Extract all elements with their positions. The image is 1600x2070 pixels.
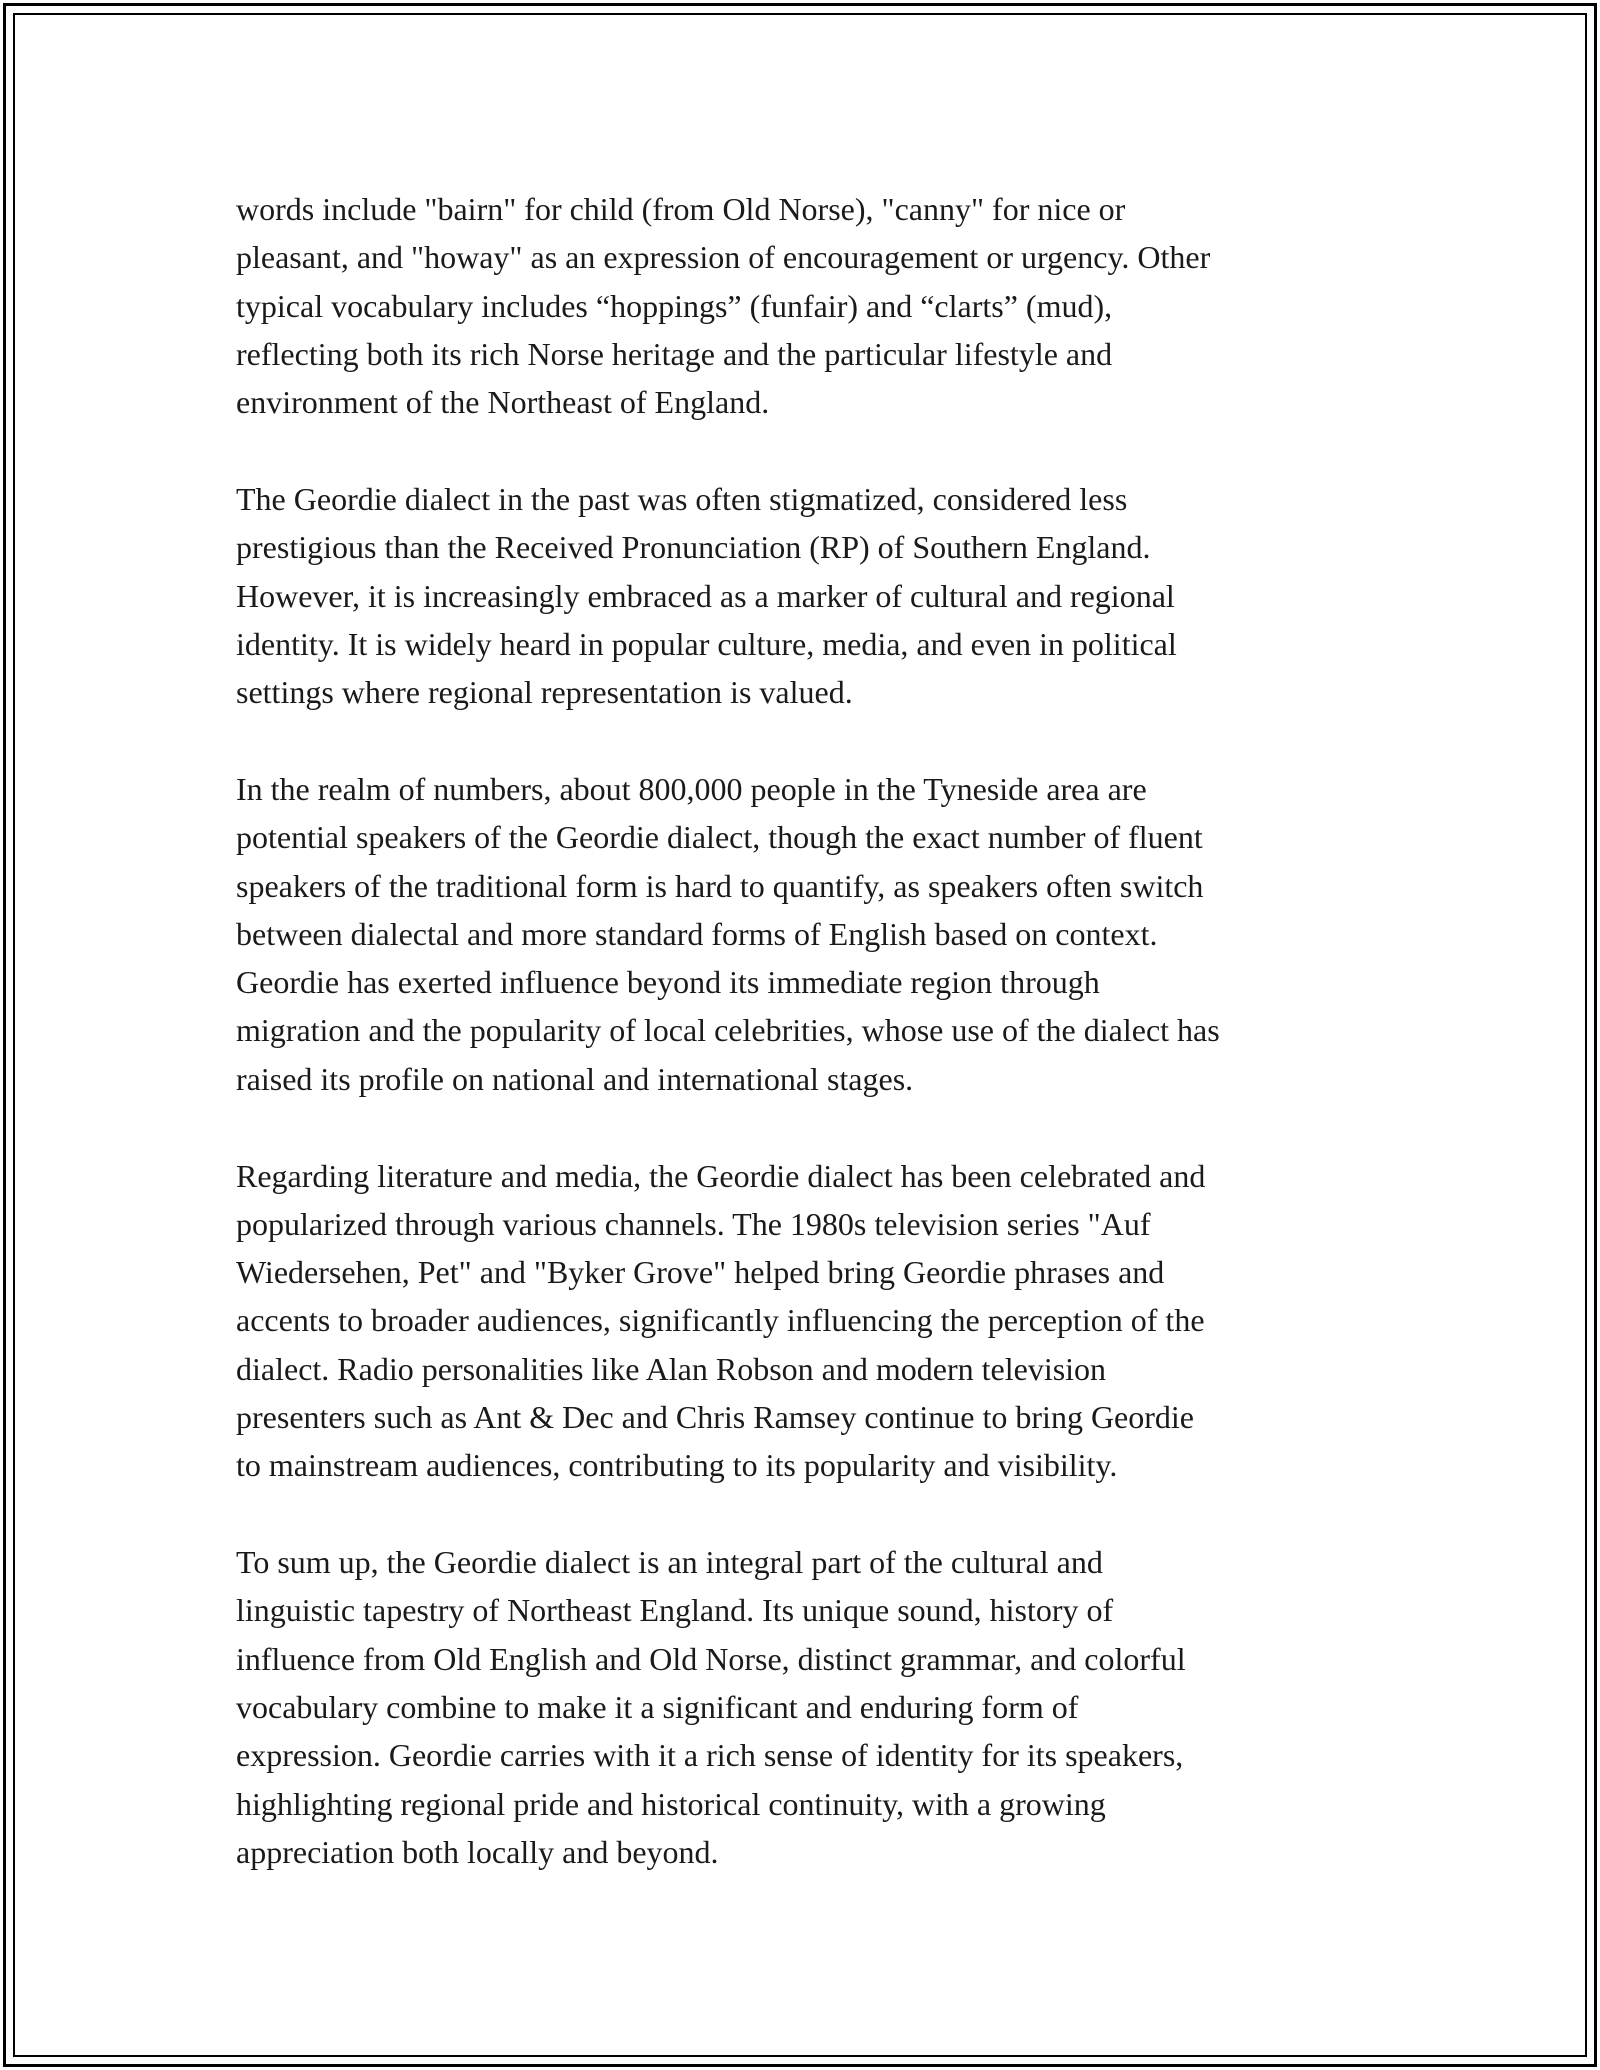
paragraph-media — [236, 1152, 1376, 1490]
text-line: accents to broader audiences, significantly influencing the perception of the — [236, 1302, 1205, 1339]
text-line: between dialectal and more standard forms of English based on context. — [236, 915, 1158, 952]
text-line: pleasant, and "howay" as an expression of encouragement or urgency. Other — [236, 239, 1211, 276]
text-line: In the realm of numbers, about 800,000 people in the Tyneside area are — [236, 770, 1147, 807]
text-line: To sum up, the Geordie dialect is an integral part of the cultural and — [236, 1544, 1103, 1581]
text-line: identity. It is widely heard in popular culture, media, and even in political — [236, 625, 1177, 662]
text-line: settings where regional representation is valued. — [236, 674, 853, 711]
text-line: Regarding literature and media, the Geordie dialect has been celebrated and — [236, 1157, 1206, 1194]
text-line: popularized through various channels. The 1980s television series "Auf — [236, 1205, 1151, 1242]
text-line: linguistic tapestry of Northeast England. Its unique sound, history of — [236, 1592, 1114, 1629]
text-line: prestigious than the Received Pronunciation (RP) of Southern England. — [236, 529, 1151, 566]
text-line: to mainstream audiences, contributing to its popularity and visibility. — [236, 1447, 1118, 1484]
text-line: potential speakers of the Geordie dialect, though the exact number of fluent — [236, 819, 1203, 856]
text-line: Geordie has exerted influence beyond its immediate region through — [236, 964, 1100, 1001]
text-line: Wiedersehen, Pet" and "Byker Grove" helped bring Geordie phrases and — [236, 1254, 1165, 1291]
text-line: dialect. Radio personalities like Alan Robson and modern television — [236, 1350, 1107, 1387]
text-line: The Geordie dialect in the past was often stigmatized, considered less — [236, 480, 1128, 517]
text-line: However, it is increasingly embraced as a marker of cultural and regional — [236, 577, 1175, 614]
text-line: vocabulary combine to make it a significant and enduring form of — [236, 1689, 1079, 1726]
document-body — [236, 185, 1376, 1876]
text-line: appreciation both locally and beyond. — [236, 1833, 719, 1870]
text-line: typical vocabulary includes “hoppings” (funfair) and “clarts” (mud), — [236, 287, 1113, 324]
text-line: raised its profile on national and international stages. — [236, 1060, 914, 1097]
text-line: reflecting both its rich Norse heritage and the particular lifestyle and — [236, 335, 1113, 372]
text-line: environment of the Northeast of England. — [236, 384, 770, 421]
text-line: influence from Old English and Old Norse, distinct grammar, and colorful — [236, 1640, 1186, 1677]
paragraph-summary — [236, 1538, 1376, 1876]
text-line: migration and the popularity of local celebrities, whose use of the dialect has — [236, 1012, 1220, 1049]
paragraph-vocabulary — [236, 185, 1376, 426]
text-line: speakers of the traditional form is hard to quantify, as speakers often switch — [236, 867, 1204, 904]
paragraph-stigma — [236, 475, 1376, 716]
text-line: highlighting regional pride and historical continuity, with a growing — [236, 1785, 1106, 1822]
paragraph-numbers — [236, 765, 1376, 1103]
text-line: presenters such as Ant & Dec and Chris Ramsey continue to bring Geordie — [236, 1399, 1194, 1436]
text-line: words include "bairn" for child (from Old Norse), "canny" for nice or — [236, 191, 1126, 227]
text-line: expression. Geordie carries with it a rich sense of identity for its speakers, — [236, 1737, 1184, 1774]
